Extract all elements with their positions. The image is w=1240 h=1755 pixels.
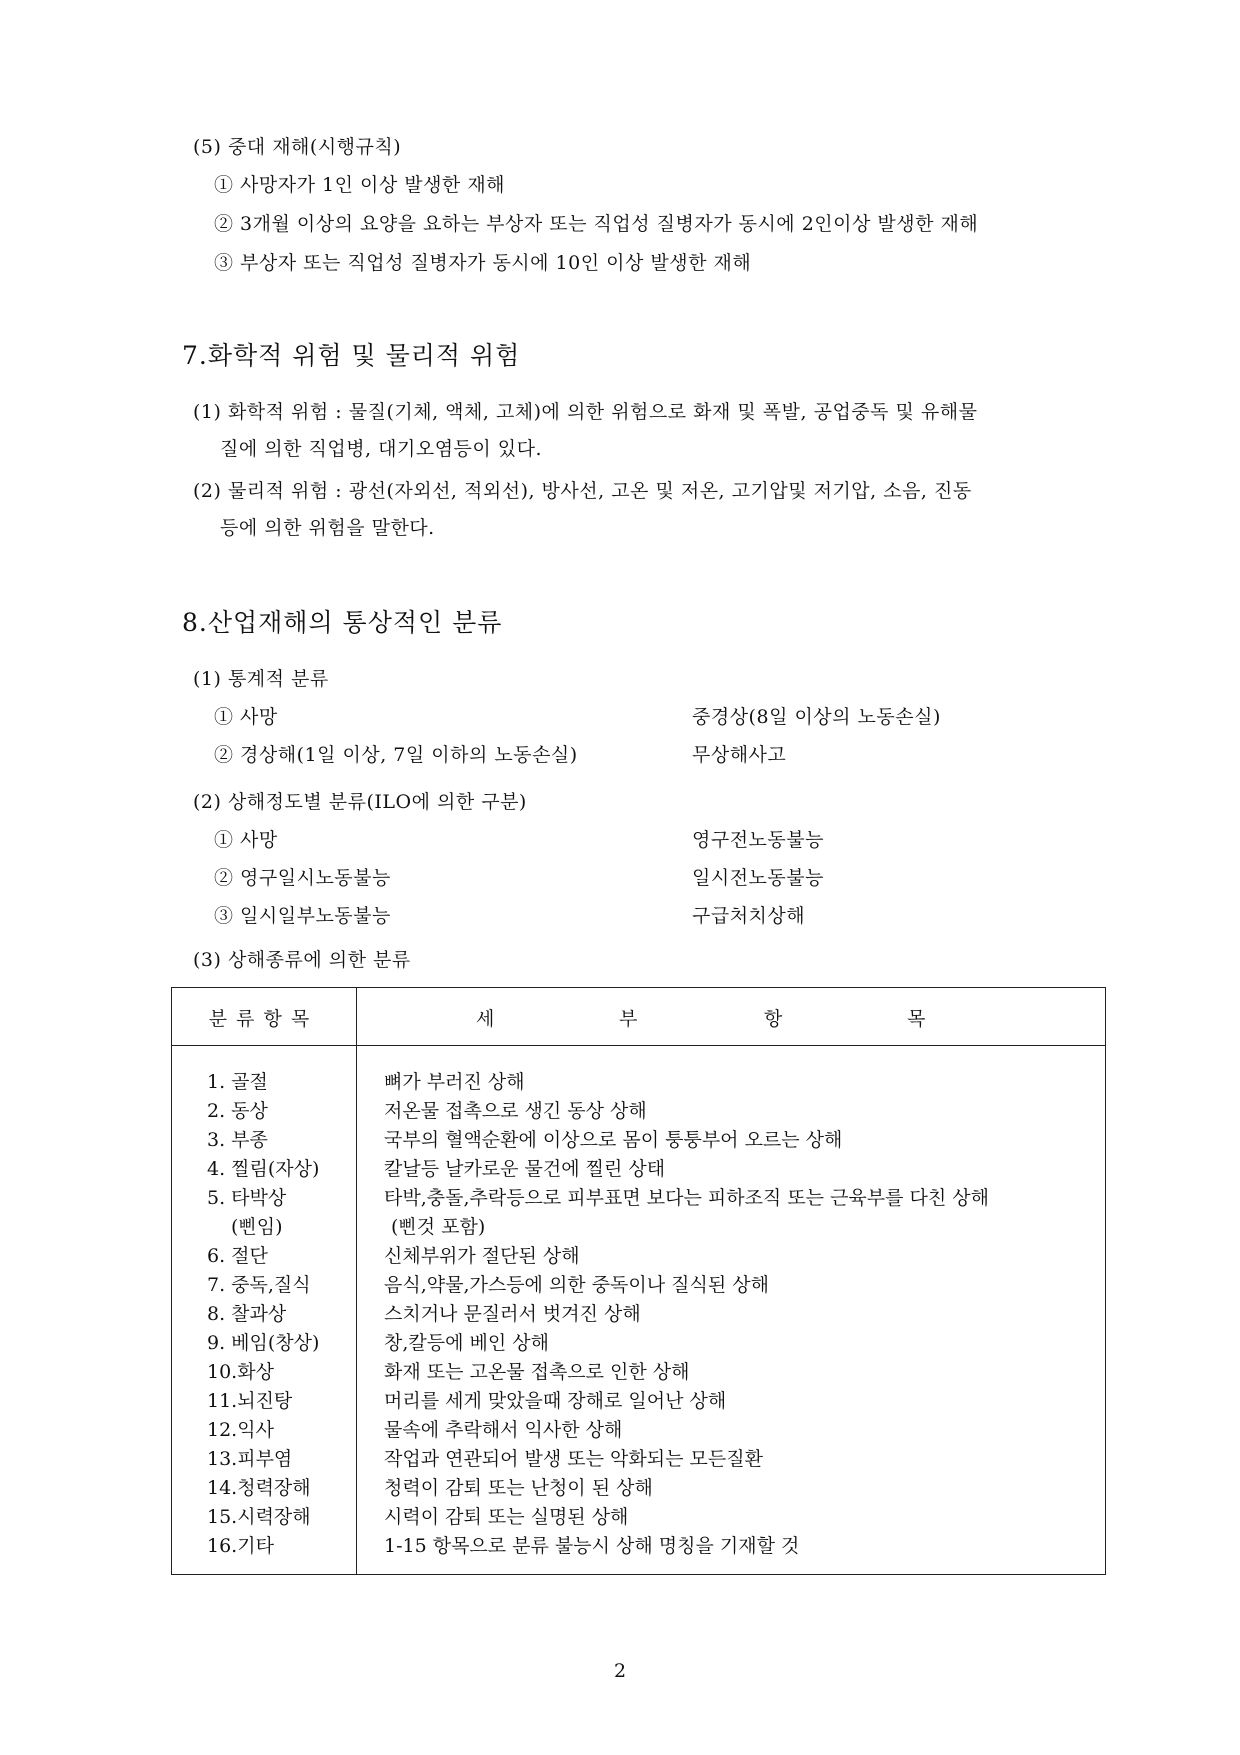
row-category: 5. 타박상 — [207, 1187, 287, 1209]
row-description: 작업과 연관되어 발생 또는 악화되는 모든질환 — [384, 1448, 763, 1470]
row-description: 칼날등 날카로운 물건에 찔린 상태 — [384, 1158, 666, 1180]
row-category: 4. 찔림(자상) — [207, 1158, 320, 1180]
row-category: 2. 동상 — [207, 1100, 268, 1122]
chem-hazard-line2: 질에 의한 직업병, 대기오염등이 있다. — [220, 438, 543, 460]
chem-hazard-line1: (1) 화학적 위험 : 물질(기체, 액체, 고체)에 의한 위험으로 화재 및 폭발, 공업중독 및 유해물 — [193, 401, 978, 423]
row-description: 화재 또는 고온물 접촉으로 인한 상해 — [384, 1361, 690, 1383]
heading-7: 7.화학적 위험 및 물리적 위험 — [182, 341, 521, 370]
row-description: 1-15 항목으로 분류 불능시 상해 명칭을 기재할 것 — [384, 1535, 800, 1557]
table-header-detail-2: 부 — [619, 1008, 638, 1030]
table-row — [171, 1154, 1106, 1183]
table-row — [171, 1328, 1106, 1357]
table-header-category: 분류항목 — [208, 1008, 319, 1030]
row-description: 창,칼등에 베인 상해 — [384, 1332, 549, 1354]
row-category: 15.시력장해 — [207, 1506, 311, 1528]
table-row — [171, 1270, 1106, 1299]
row-category: 11.뇌진탕 — [207, 1390, 293, 1412]
stat-title: (1) 통계적 분류 — [193, 668, 329, 690]
row-description: (삔것 포함) — [391, 1216, 486, 1238]
table-row — [171, 1183, 1106, 1212]
row-description: 신체부위가 절단된 상해 — [384, 1245, 580, 1267]
row-category: 7. 중독,질식 — [207, 1274, 311, 1296]
severity-right-2: 일시전노동불능 — [692, 867, 824, 889]
table-row — [171, 1444, 1106, 1473]
stat-left-2: ② 경상해(1일 이상, 7일 이하의 노동손실) — [214, 744, 578, 766]
row-category: 8. 찰과상 — [207, 1303, 287, 1325]
table-row — [171, 1125, 1106, 1154]
table-header-divider — [171, 1045, 1106, 1046]
table-row — [171, 1241, 1106, 1270]
types-title: (3) 상해종류에 의한 분류 — [193, 949, 411, 971]
phys-hazard-line2: 등에 의한 위험을 말한다. — [220, 517, 435, 539]
heading-8: 8.산업재해의 통상적인 분류 — [182, 608, 503, 637]
page-number: 2 — [613, 1660, 627, 1682]
row-description: 음식,약물,가스등에 의한 중독이나 질식된 상해 — [384, 1274, 769, 1296]
table-header-detail-1: 세 — [476, 1008, 495, 1030]
table-header-detail-4: 목 — [907, 1008, 926, 1030]
row-description: 시력이 감퇴 또는 실명된 상해 — [384, 1506, 629, 1528]
table-row — [171, 1067, 1106, 1096]
table-row — [171, 1415, 1106, 1444]
row-description: 국부의 혈액순환에 이상으로 몸이 퉁퉁부어 오르는 상해 — [384, 1129, 843, 1151]
row-description: 청력이 감퇴 또는 난청이 된 상해 — [384, 1477, 653, 1499]
row-category: 13.피부염 — [207, 1448, 293, 1470]
table-row — [171, 1386, 1106, 1415]
section5-item-1: ① 사망자가 1인 이상 발생한 재해 — [214, 174, 506, 196]
table-row — [171, 1096, 1106, 1125]
row-category: (삔임) — [231, 1216, 283, 1238]
stat-left-1: ① 사망 — [214, 706, 278, 728]
table-header-detail-3: 항 — [764, 1008, 783, 1030]
table-row — [171, 1531, 1106, 1560]
row-description: 머리를 세게 맞았을때 장해로 일어난 상해 — [384, 1390, 727, 1412]
row-description: 물속에 추락해서 익사한 상해 — [384, 1419, 623, 1441]
stat-right-2: 무상해사고 — [692, 744, 787, 766]
row-category: 3. 부종 — [207, 1129, 268, 1151]
row-category: 16.기타 — [207, 1535, 274, 1557]
severity-right-1: 영구전노동불능 — [692, 829, 824, 851]
row-category: 9. 베임(창상) — [207, 1332, 320, 1354]
severity-left-2: ② 영구일시노동불능 — [214, 867, 391, 889]
stat-right-1: 중경상(8일 이상의 노동손실) — [692, 706, 941, 728]
row-description: 저온물 접촉으로 생긴 동상 상해 — [384, 1100, 647, 1122]
severity-left-1: ① 사망 — [214, 829, 278, 851]
injury-type-table — [171, 987, 1106, 1575]
table-row — [171, 1357, 1106, 1386]
row-category: 6. 절단 — [207, 1245, 268, 1267]
row-category: 1. 골절 — [207, 1071, 268, 1093]
row-description: 스치거나 문질러서 벗겨진 상해 — [384, 1303, 641, 1325]
row-description: 뼈가 부러진 상해 — [384, 1071, 525, 1093]
table-row — [171, 1212, 1106, 1241]
table-row — [171, 1502, 1106, 1531]
row-description: 타박,충돌,추락등으로 피부표면 보다는 피하조직 또는 근육부를 다친 상해 — [384, 1187, 989, 1209]
row-category: 14.청력장해 — [207, 1477, 311, 1499]
severity-left-3: ③ 일시일부노동불능 — [214, 905, 391, 927]
row-category: 10.화상 — [207, 1361, 274, 1383]
row-category: 12.익사 — [207, 1419, 274, 1441]
table-row — [171, 1473, 1106, 1502]
severity-title: (2) 상해정도별 분류(ILO에 의한 구분) — [193, 791, 527, 813]
table-row — [171, 1299, 1106, 1328]
phys-hazard-line1: (2) 물리적 위험 : 광선(자외선, 적외선), 방사선, 고온 및 저온, 고기압및 저기압, 소음, 진동 — [193, 480, 972, 502]
section5-title: (5) 중대 재해(시행규칙) — [193, 136, 402, 158]
severity-right-3: 구급처치상해 — [692, 905, 806, 927]
section5-item-3: ③ 부상자 또는 직업성 질병자가 동시에 10인 이상 발생한 재해 — [214, 252, 752, 274]
section5-item-2: ② 3개월 이상의 요양을 요하는 부상자 또는 직업성 질병자가 동시에 2인이상 발생한 재해 — [214, 213, 979, 235]
